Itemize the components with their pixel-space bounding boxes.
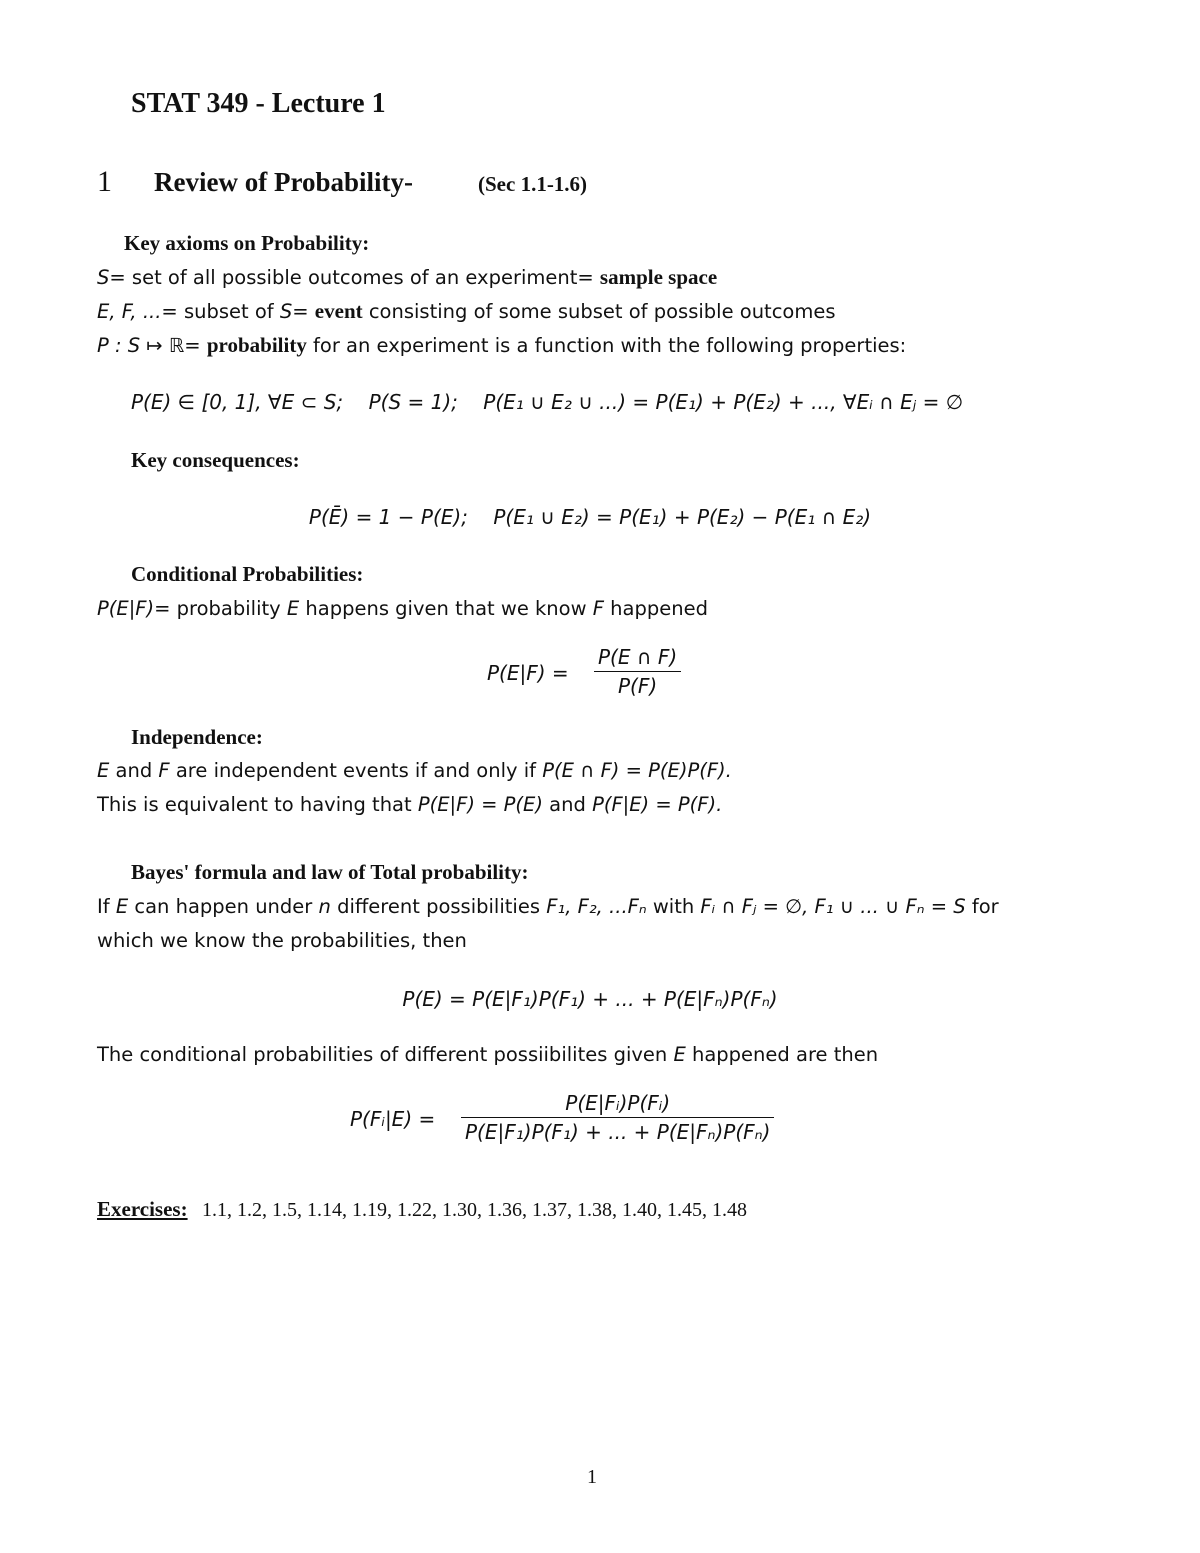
- math-e: E: [115, 895, 129, 918]
- independence-heading: Independence:: [131, 725, 263, 749]
- axioms-line3-text-a: =: [184, 334, 207, 357]
- bayes-fraction-denominator: P(E|F₁)P(F₁) + ... + P(E|Fₙ)P(Fₙ): [465, 1120, 771, 1144]
- bayes-line2: which we know the probabilities, then: [97, 929, 467, 952]
- math-f: F: [158, 759, 170, 782]
- independence-line2-text-a: This is equivalent to having that: [97, 793, 418, 816]
- axioms-line-event: [97, 299, 836, 324]
- math-e: E: [673, 1043, 686, 1066]
- conditional-text-b: happens given that we know: [299, 597, 593, 620]
- independence-line2-text-b: and: [542, 793, 593, 816]
- bayes-text-c: different possibilities: [330, 895, 547, 918]
- math-p-e-given-f: P(E|F): [97, 597, 155, 620]
- axioms-line-probability: [97, 333, 906, 358]
- math-independence-def: P(E ∩ F) = P(E)P(F).: [542, 759, 732, 782]
- math-s: S: [97, 266, 110, 289]
- section-number: 1: [97, 165, 112, 198]
- section-title: Review of Probability-: [154, 167, 413, 197]
- term-probability: probability: [206, 333, 307, 357]
- bayes-line1: [97, 895, 999, 918]
- axioms-line2-text-a: = subset of: [161, 300, 280, 323]
- independence-line1: [97, 759, 732, 782]
- independence-line2: [97, 793, 722, 816]
- document-title: STAT 349 - Lecture 1: [131, 88, 386, 119]
- bayes-text-b: can happen under: [128, 895, 319, 918]
- bayes-text-d: with: [646, 895, 701, 918]
- axioms-line-sample-space: [97, 265, 717, 290]
- exercises-list: 1.1, 1.2, 1.5, 1.14, 1.19, 1.22, 1.30, 1.36, 1.37, 1.38, 1.40, 1.45, 1.48: [201, 1199, 747, 1221]
- section-subtitle: (Sec 1.1-1.6): [478, 172, 588, 196]
- math-p-f-given-e-equals: P(F|E) = P(F).: [592, 793, 723, 816]
- conditional-fraction-denominator: P(F): [618, 674, 658, 698]
- math-e: E: [286, 597, 300, 620]
- conditional-formula-lhs: P(E|F) =: [487, 661, 569, 685]
- math-f: F: [592, 597, 604, 620]
- math-e: E: [97, 759, 110, 782]
- bayes-fraction: [461, 1091, 774, 1144]
- conditional-definition: [97, 597, 708, 620]
- term-event: event: [314, 299, 363, 323]
- exercises-line: [97, 1197, 747, 1222]
- math-p-map: P : S ↦ ℝ: [97, 334, 185, 357]
- math-partition: Fᵢ ∩ Fⱼ = ∅, F₁ ∪ ... ∪ Fₙ = S: [700, 895, 966, 918]
- math-f-list: F₁, F₂, ...Fₙ: [546, 895, 647, 918]
- axioms-line3-text-b: for an experiment is a function with the following properties:: [306, 334, 907, 357]
- axioms-line1-text: = set of all possible outcomes of an experiment=: [109, 266, 600, 289]
- consequences-heading: Key consequences:: [131, 448, 300, 472]
- conditional-text-a: = probability: [154, 597, 287, 620]
- math-s2: S: [279, 300, 293, 323]
- conditional-text-c: happened: [603, 597, 708, 620]
- math-p-e-given-f-equals: P(E|F) = P(E): [417, 793, 543, 816]
- axioms-formula: P(E) ∈ [0, 1], ∀E ⊂ S; P(S = 1); P(E₁ ∪ E₂ ∪ ...) = P(E₁) + P(E₂) + ..., ∀Eᵢ ∩ Eⱼ = ∅: [131, 390, 964, 414]
- bayes-formula-lhs: P(Fᵢ|E) =: [350, 1107, 436, 1131]
- bayes-heading: Bayes' formula and law of Total probability:: [131, 860, 529, 884]
- bayes-line3-text-b: happened are then: [685, 1043, 879, 1066]
- bayes-line3-text-a: The conditional probabilities of different possiibilites given: [97, 1043, 674, 1066]
- math-n: n: [318, 895, 331, 918]
- axioms-line2-text-b: =: [292, 300, 315, 323]
- bayes-text-e: for: [965, 895, 999, 918]
- consequences-formula: P(Ē) = 1 − P(E); P(E₁ ∪ E₂) = P(E₁) + P(E₂) − P(E₁ ∩ E₂): [308, 505, 872, 529]
- conditional-fraction-numerator: P(E ∩ F): [598, 645, 678, 669]
- conditional-fraction: [594, 645, 681, 698]
- conditional-heading: Conditional Probabilities:: [131, 562, 364, 586]
- math-e-f: E, F, ...: [97, 300, 162, 323]
- term-sample-space: sample space: [599, 265, 718, 289]
- independence-text-b: are independent events if and only if: [169, 759, 543, 782]
- bayes-text-a: If: [97, 895, 116, 918]
- exercises-label: Exercises:: [97, 1197, 188, 1221]
- page-number: 1: [587, 1466, 597, 1488]
- axioms-line2-text-c: consisting of some subset of possible outcomes: [362, 300, 836, 323]
- independence-text-a: and: [109, 759, 159, 782]
- total-probability-formula: P(E) = P(E|F₁)P(F₁) + ... + P(E|Fₙ)P(Fₙ): [402, 987, 778, 1011]
- bayes-line3: [97, 1043, 878, 1066]
- axioms-heading: Key axioms on Probability:: [124, 231, 370, 255]
- bayes-fraction-numerator: P(E|Fᵢ)P(Fᵢ): [565, 1091, 671, 1115]
